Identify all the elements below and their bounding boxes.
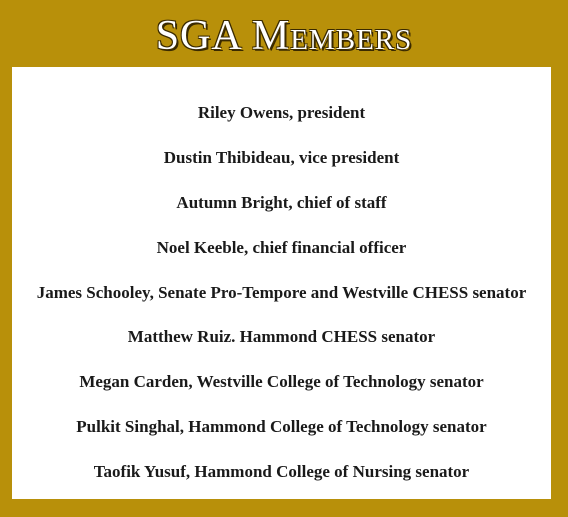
page-title: SGA Members bbox=[155, 13, 413, 59]
member-list bbox=[12, 91, 551, 494]
member-item: Taofik Yusuf, Hammond College of Nursing senator bbox=[93, 461, 470, 481]
member-item: Riley Owens, president bbox=[197, 103, 366, 123]
member-item: Autumn Bright, chief of staff bbox=[176, 192, 387, 212]
member-item: Megan Carden, Westville College of Technology senator bbox=[79, 372, 484, 392]
member-item: Matthew Ruiz. Hammond CHESS senator bbox=[127, 327, 436, 347]
members-panel bbox=[12, 67, 551, 499]
member-item: Dustin Thibideau, vice president bbox=[163, 148, 400, 168]
member-item: Pulkit Singhal, Hammond College of Technology senator bbox=[76, 416, 487, 436]
header bbox=[0, 0, 568, 66]
member-item: Noel Keeble, chief financial officer bbox=[156, 237, 407, 257]
member-item: James Schooley, Senate Pro-Tempore and Westville CHESS senator bbox=[36, 282, 527, 302]
